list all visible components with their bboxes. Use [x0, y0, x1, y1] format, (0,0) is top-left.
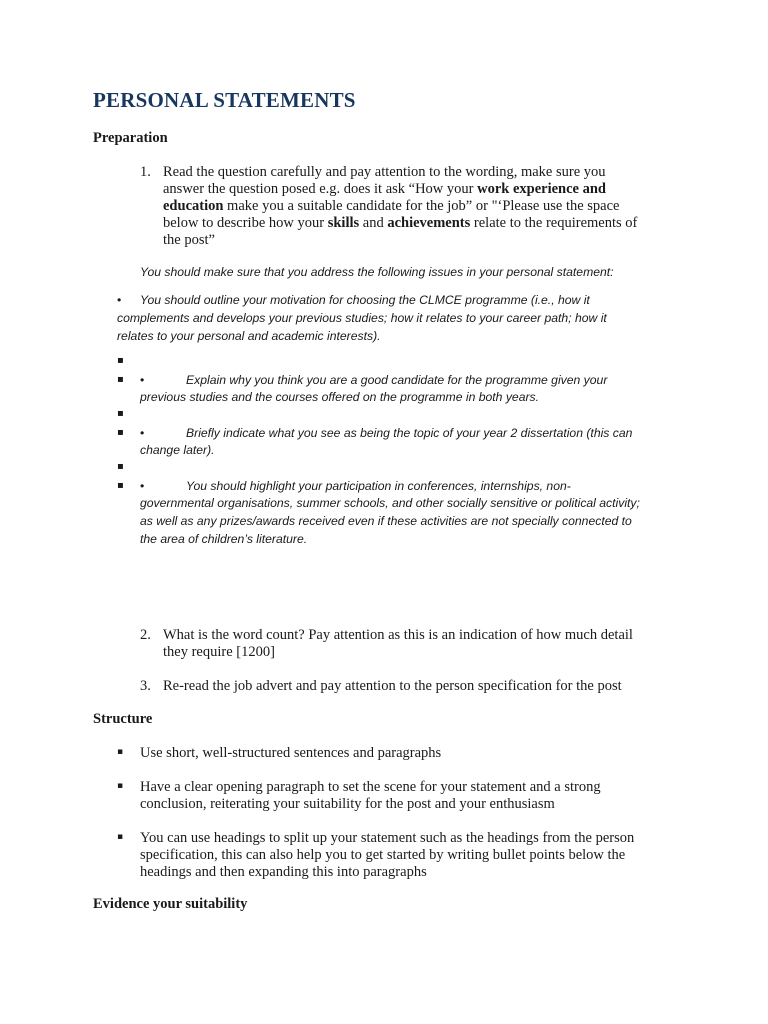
issue-text: as well as any prizes/awards received even if these activities are not specially connected to [140, 514, 632, 528]
square-bullet: ▪ [117, 832, 124, 842]
bullet-glyph: • [140, 479, 145, 493]
stray-marker: ▪ [117, 408, 124, 419]
list-item-text: specification, this can also help you to get started by writing bullet points below the [140, 847, 626, 863]
list-number: 1. [140, 164, 151, 180]
issue-text: You should outline your motivation for choosing the CLMCE programme (i.e., how it [140, 293, 590, 307]
list-item-text: headings and then expanding this into paragraphs [140, 864, 427, 880]
list-item-text: Use short, well-structured sentences and paragraphs [140, 745, 442, 761]
issue-text: previous studies and the courses offered on the programme in both years. [140, 390, 540, 404]
bullet-glyph: • [140, 426, 145, 440]
stray-marker: ▪ [117, 427, 124, 438]
square-bullet: ▪ [117, 747, 124, 757]
list-item-text: they require [1200] [163, 644, 275, 660]
list-item-text: education make you a suitable candidate for the job” or "‘Please use the space [163, 198, 620, 214]
issue-text: governmental organisations, summer schools, and other socially sensitive or political activity; [140, 496, 640, 510]
list-item-text: answer the question posed e.g. does it ask “How your work experience and [163, 181, 606, 197]
list-item-text: Re-read the job advert and pay attention to the person specification for the post [163, 678, 622, 694]
issue-text: change later). [140, 443, 215, 457]
issue-text: Explain why you think you are a good candidate for the programme given your [186, 373, 608, 387]
section-heading-preparation: Preparation [93, 130, 168, 146]
bullet-glyph: • [140, 373, 145, 387]
issue-text: relates to your personal and academic interests). [117, 329, 381, 343]
list-item-text: the post” [163, 232, 215, 248]
stray-marker: ▪ [117, 480, 124, 491]
list-item-text: You can use headings to split up your statement such as the headings from the person [140, 830, 635, 846]
issue-text: the area of children’s literature. [140, 532, 308, 546]
list-item-text: Read the question carefully and pay attention to the wording, make sure you [163, 164, 606, 180]
stray-marker: ▪ [117, 374, 124, 385]
stray-marker: ▪ [117, 461, 124, 472]
stray-marker: ▪ [117, 355, 124, 366]
page-title: PERSONAL STATEMENTS [93, 88, 356, 112]
bullet-glyph: • [117, 293, 122, 307]
list-item-text: Have a clear opening paragraph to set the scene for your statement and a strong [140, 779, 601, 795]
list-number: 3. [140, 678, 151, 694]
issue-text: complements and develops your previous studies; how it relates to your career path; how it [117, 311, 607, 325]
issue-text: Briefly indicate what you see as being the topic of your year 2 dissertation (this can [186, 426, 633, 440]
list-item-text: below to describe how your skills and achievements relate to the requirements of [163, 215, 638, 231]
list-item-text: conclusion, reiterating your suitability for the post and your enthusiasm [140, 796, 555, 812]
issue-text: You should highlight your participation in conferences, internships, non- [186, 479, 571, 493]
section-heading-evidence: Evidence your suitability [93, 896, 248, 912]
list-number: 2. [140, 627, 151, 643]
square-bullet: ▪ [117, 781, 124, 791]
section-heading-structure: Structure [93, 711, 153, 727]
issues-intro: You should make sure that you address the following issues in your personal statement: [140, 265, 614, 279]
list-item-text: What is the word count? Pay attention as this is an indication of how much detail [163, 627, 633, 643]
